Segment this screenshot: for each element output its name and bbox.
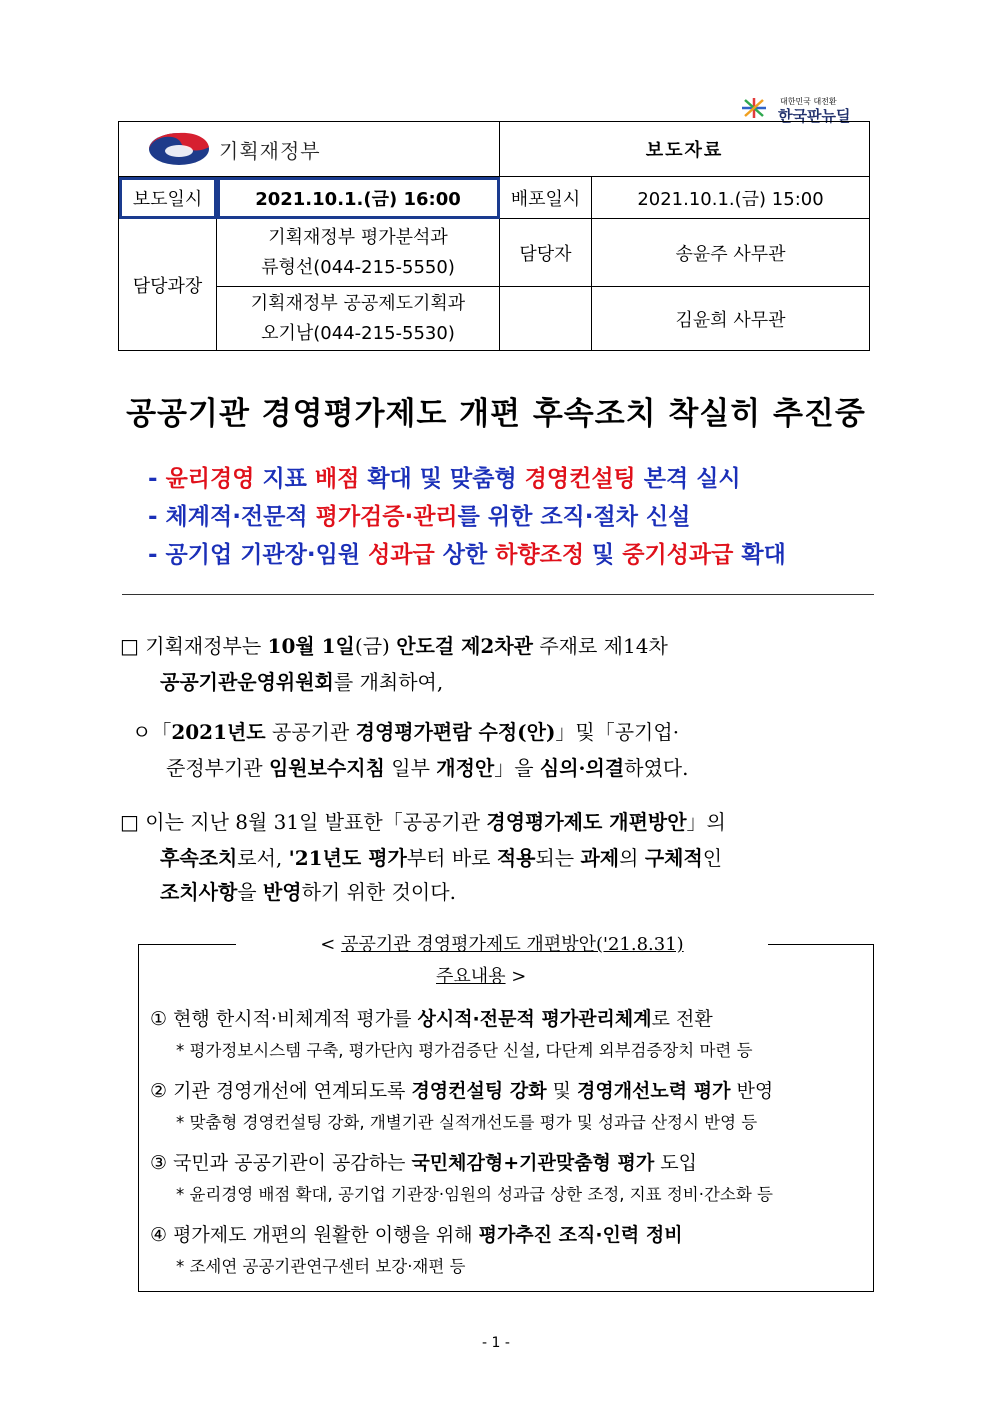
department-1-name: 기획재정부 평가분석과 bbox=[268, 226, 448, 248]
box-item-2: ② 기관 경영개선에 연계되도록 경영컨설팅 강화 및 경영개선노력 평가 반영 bbox=[150, 1080, 774, 1102]
paragraph-3-line-1: □ 이는 지난 8월 31일 발표한「공공기관 경영평가제도 개편방안」의 bbox=[120, 810, 726, 834]
department-2-name: 기획재정부 공공제도기획과 bbox=[250, 292, 466, 314]
distribution-time-label: 배포일시 bbox=[500, 177, 592, 219]
department-head-label: 담당과장 bbox=[119, 219, 217, 351]
contact-person-2: 김윤희 사무관 bbox=[592, 287, 870, 351]
box-item-3: ③ 국민과 공공기관이 공감하는 국민체감형+기관맞춤형 평가 도입 bbox=[150, 1152, 697, 1174]
box-item-2-note: * 맞춤형 경영컨설팅 강화, 개별기관 실적개선도를 평가 및 성과급 산정시 반영 등 bbox=[176, 1113, 758, 1132]
subheading-1: - 윤리경영 지표 배점 확대 및 맞춤형 경영컨설팅 본격 실시 bbox=[148, 466, 741, 492]
release-time-label: 보도일시 bbox=[119, 177, 217, 219]
box-item-4: ④ 평가제도 개편의 원활한 이행을 위해 평가추진 조직·인력 정비 bbox=[150, 1224, 683, 1246]
taegeuk-emblem-icon bbox=[147, 131, 211, 167]
korean-new-deal-logo bbox=[734, 96, 874, 125]
headline: 공공기관 경영평가제도 개편 후속조치 착실히 추진중 bbox=[126, 396, 866, 432]
release-time-value: 2021.10.1.(금) 16:00 bbox=[217, 177, 500, 219]
box-item-3-note: * 윤리경영 배점 확대, 공기업 기관장·임원의 성과급 상한 조정, 지표 정비·간소화 등 bbox=[176, 1185, 773, 1204]
paragraph-2-line-1: ㅇ「2021년도 공공기관 경영평가편람 수정(안)」및「공기업· bbox=[132, 720, 680, 744]
distribution-time-value: 2021.10.1.(금) 15:00 bbox=[592, 177, 870, 219]
contact-empty-cell bbox=[500, 287, 592, 351]
box-item-1: ① 현행 한시적·비체계적 평가를 상시적·전문적 평가관리체계로 전환 bbox=[150, 1008, 713, 1030]
document-type-title: 보도자료 bbox=[500, 122, 870, 177]
ministry-logo-cell bbox=[119, 122, 500, 177]
divider-line bbox=[122, 594, 874, 595]
page-number: - 1 - bbox=[482, 1335, 510, 1351]
department-2 bbox=[217, 287, 500, 351]
box-title-line-2: 주요내용 > bbox=[436, 966, 527, 987]
paragraph-1-line-2: 공공기관운영위원회를 개최하여, bbox=[160, 670, 444, 694]
new-deal-burst-icon bbox=[734, 96, 774, 120]
paragraph-2-line-2: 준정부기관 임원보수지침 일부 개정안」을 심의·의결하였다. bbox=[166, 756, 689, 780]
department-1-contact: 류형선(044-215-5550) bbox=[261, 256, 455, 278]
ministry-name: 기획재정부 bbox=[219, 138, 321, 163]
department-2-contact: 오기남(044-215-5530) bbox=[261, 322, 455, 344]
paragraph-3-line-2: 후속조치로서, '21년도 평가부터 바로 적용되는 과제의 구체적인 bbox=[160, 846, 723, 870]
box-item-4-note: * 조세연 공공기관연구센터 보강·재편 등 bbox=[176, 1257, 466, 1276]
contact-person-1: 송윤주 사무관 bbox=[592, 219, 870, 287]
contact-person-label: 담당자 bbox=[500, 219, 592, 287]
department-1 bbox=[217, 219, 500, 287]
subheading-2: - 체계적·전문적 평가검증·관리를 위한 조직·절차 신설 bbox=[148, 504, 691, 530]
paragraph-3-line-3: 조치사항을 반영하기 위한 것이다. bbox=[160, 880, 456, 904]
paragraph-1-line-1: □ 기획재정부는 10월 1일(금) 안도걸 제2차관 주재로 제14차 bbox=[120, 634, 668, 658]
box-title-line-1: < 공공기관 경영평가제도 개편방안('21.8.31) bbox=[236, 930, 768, 956]
box-item-1-note: * 평가정보시스템 구축, 평가단內 평가검증단 신설, 다단계 외부검증장치 마련 등 bbox=[176, 1041, 753, 1060]
press-release-header-table bbox=[118, 121, 870, 351]
subheading-3: - 공기업 기관장·임원 성과급 상한 하향조정 및 중기성과급 확대 bbox=[148, 542, 786, 568]
new-deal-slogan: 대한민국 대전환 bbox=[780, 97, 837, 106]
new-deal-name: 한국판뉴딜 bbox=[778, 107, 851, 125]
